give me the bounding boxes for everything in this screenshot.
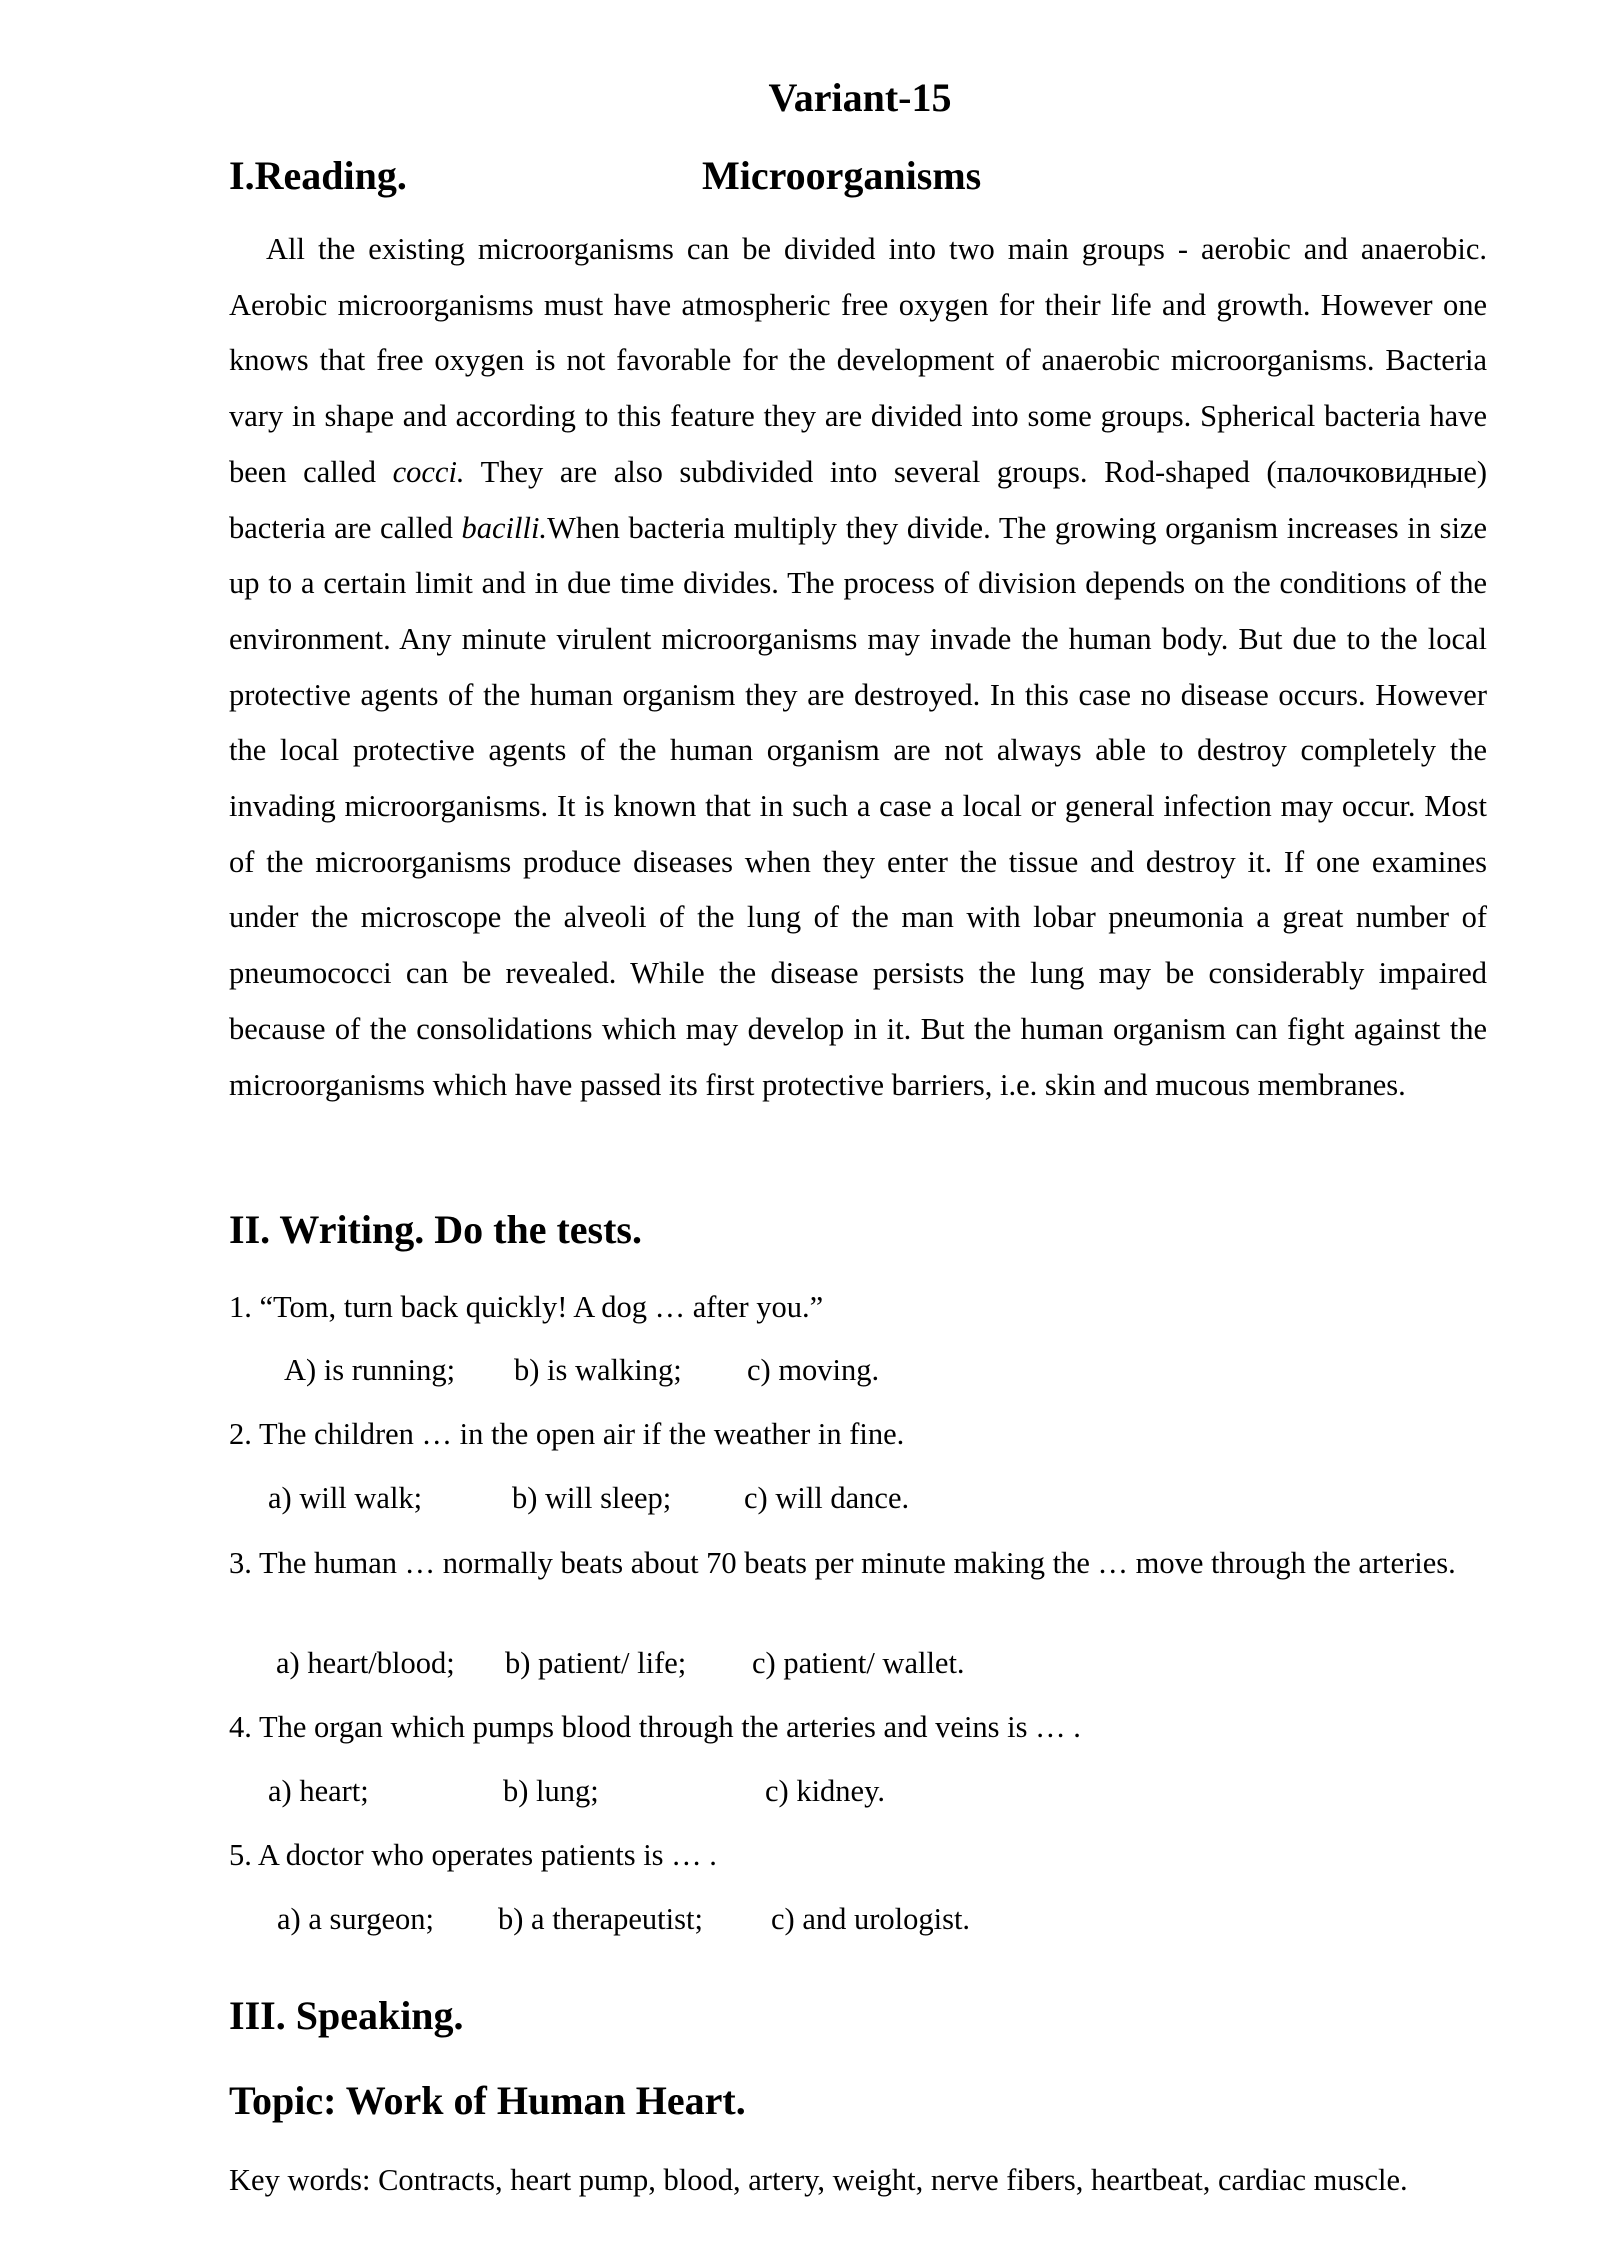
- key-words: Key words: Contracts, heart pump, blood, artery, weight, nerve fibers, heartbeat, cardiac muscle.: [229, 2163, 1408, 2197]
- question-1-option-c: c) moving.: [747, 1353, 880, 1387]
- question-5-option-b: b) a therapeutist;: [498, 1902, 703, 1936]
- question-5: 5. A doctor who operates patients is … .: [229, 1838, 717, 1872]
- reading-section-heading: I.Reading.: [229, 153, 407, 198]
- passage-part-2: They are also subdivided into several groups. Rod-shaped (палочковидные) bacteria are called: [229, 454, 1488, 545]
- question-4-option-a: a) heart;: [268, 1774, 369, 1808]
- reading-text-title: Microorganisms: [702, 153, 982, 198]
- question-1-option-a: A) is running;: [284, 1353, 456, 1387]
- question-2: 2. The children … in the open air if the weather in fine.: [229, 1417, 905, 1451]
- reading-passage: [229, 222, 1487, 1113]
- term-bacilli: bacilli.: [461, 510, 548, 545]
- question-3-option-b: b) patient/ life;: [505, 1646, 687, 1680]
- question-3: 3. The human … normally beats about 70 beats per minute making the … move through the arteries.: [229, 1546, 1456, 1580]
- speaking-section-heading: III. Speaking.: [229, 1993, 464, 2038]
- question-2-option-c: c) will dance.: [744, 1481, 910, 1515]
- question-1-option-b: b) is walking;: [514, 1353, 682, 1387]
- question-5-option-c: c) and urologist.: [771, 1902, 971, 1936]
- variant-title: Variant-15: [768, 75, 952, 120]
- writing-section-heading: II. Writing. Do the tests.: [229, 1207, 642, 1252]
- question-3-option-c: c) patient/ wallet.: [752, 1646, 965, 1680]
- question-4-option-c: c) kidney.: [765, 1774, 885, 1808]
- question-2-option-b: b) will sleep;: [512, 1481, 672, 1515]
- question-3-option-a: a) heart/blood;: [276, 1646, 455, 1680]
- question-1: 1. “Tom, turn back quickly! A dog … after you.”: [229, 1290, 824, 1324]
- question-5-option-a: a) a surgeon;: [277, 1902, 434, 1936]
- question-4-option-b: b) lung;: [503, 1774, 599, 1808]
- passage-part-3: When bacteria multiply they divide. The growing organism increases in size up to a certain limit and in due time divides. The process of division depends on the conditions of the environment. Any minute virulent microorganisms may invade the human body. But due to the local protective agents of the human organism they are destroyed. In this case no disease occurs. However the local protective agents of the human organism are not always able to destroy completely the invading microorganisms. It is known that in such a case a local or general infection may occur. Most of the microorganisms produce diseases when they enter the tissue and destroy it. If one examines under the microscope the alveoli of the lung of the man with lobar pneumonia a great number of pneumococci can be revealed. While the disease persists the lung may be considerably impaired because of the consolidations which may develop in it. But the human organism can fight against the microorganisms which have passed its first protective barriers, i.e. skin and mucous membranes.: [229, 510, 1488, 1102]
- passage-part-1: All the existing microorganisms can be divided into two main groups - aerobic and anaerobic. Aerobic microorganisms must have atmospheric free oxygen for their life and growth. However one knows that free oxygen is not favorable for the development of anaerobic microorganisms. Bacteria vary in shape and according to this feature they are divided into some groups. Spherical bacteria have been called: [229, 232, 1487, 489]
- question-4: 4. The organ which pumps blood through the arteries and veins is … .: [229, 1710, 1081, 1744]
- speaking-topic: Topic: Work of Human Heart.: [229, 2078, 746, 2123]
- term-cocci: cocci.: [392, 454, 465, 489]
- question-2-option-a: a) will walk;: [268, 1481, 423, 1515]
